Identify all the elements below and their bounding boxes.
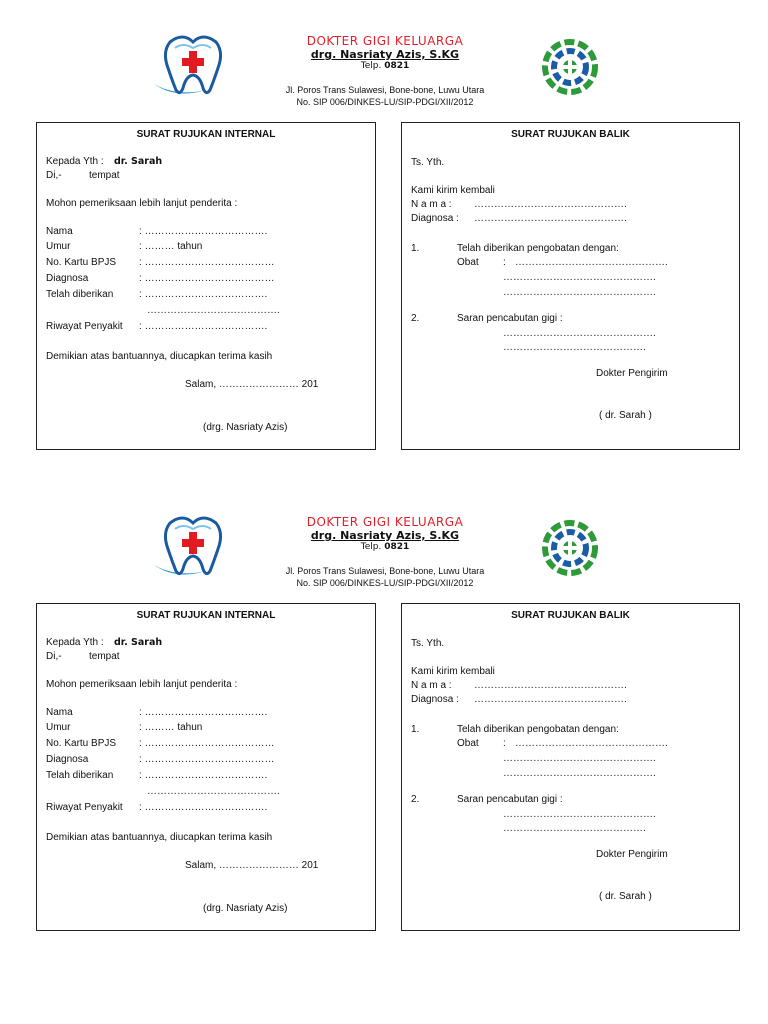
return-referral-title: SURAT RUJUKAN BALIK [511, 610, 630, 621]
saran-dots-1: ………………………………………. [503, 809, 656, 820]
recipient-value: dr. Sarah [114, 637, 163, 648]
nama-dots: ………………………………………. [474, 680, 627, 691]
field-label-nama: Nama [46, 707, 73, 718]
obat-dots-2: ………………………………………. [503, 753, 656, 764]
return-referral-box [401, 122, 740, 450]
field-label-riwayat: Riwayat Penyakit [46, 802, 123, 813]
field-value-diagnosa: : ………………………………… [139, 754, 275, 765]
field-label-diagnosa: Diagnosa [46, 754, 89, 765]
nama-dots: ………………………………………. [474, 199, 627, 210]
request-text: Mohon pemeriksaan lebih lanjut penderita : [46, 679, 238, 690]
item2-text: Saran pencabutan gigi : [457, 313, 563, 324]
field-label-riwayat: Riwayat Penyakit [46, 321, 123, 332]
field-value-riwayat: : ………………………………. [139, 321, 268, 332]
ts-yth: Ts. Yth. [411, 638, 445, 649]
closing-text: Demikian atas bantuannya, diucapkan terima kasih [46, 351, 273, 362]
diagnosa-dots: ………………………………………. [474, 694, 627, 705]
clinic-address: Jl. Poros Trans Sulawesi, Bone-bone, Luwu Utara [285, 566, 485, 576]
saran-dots-2: ……………………………………. [503, 342, 646, 353]
referral-form-copy-1 [0, 0, 768, 480]
field-value-umur: : ……… tahun [139, 241, 203, 252]
item1-number: 1. [411, 243, 420, 254]
return-signature: ( dr. Sarah ) [599, 410, 652, 421]
field-value-bpjs: : ………………………………… [139, 257, 275, 268]
field-label-diberikan: Telah diberikan [46, 770, 114, 781]
doctor-name: drg. Nasriaty Azis, S.KG [310, 529, 460, 542]
item2-text: Saran pencabutan gigi : [457, 794, 563, 805]
saran-dots-2: ……………………………………. [503, 823, 646, 834]
item1-text: Telah diberikan pengobatan dengan: [457, 243, 619, 254]
field-label-umur: Umur [46, 241, 71, 252]
field-value-umur: : ……… tahun [139, 722, 203, 733]
doctor-name: drg. Nasriaty Azis, S.KG [310, 48, 460, 61]
diagnosa-label: Diagnosa : [411, 213, 459, 224]
closing-text: Demikian atas bantuannya, diucapkan terima kasih [46, 832, 273, 843]
salam-text: Salam, …………………… 201 [185, 860, 319, 871]
obat-dots-2: ………………………………………. [503, 272, 656, 283]
phone-value: 0821 [384, 542, 410, 552]
dokter-pengirim: Dokter Pengirim [596, 368, 668, 379]
nama-label: N a m a : [411, 199, 452, 210]
bpjs-emblem-icon [541, 519, 599, 577]
continuation-dots: …………………………………. [147, 305, 280, 316]
diagnosa-dots: ………………………………………. [474, 213, 627, 224]
location-label: Di,- [46, 651, 62, 662]
clinic-name: DOKTER GIGI KELUARGA [306, 515, 464, 529]
field-value-diagnosa: : ………………………………… [139, 273, 275, 284]
nama-label: N a m a : [411, 680, 452, 691]
phone-label: Telp. [360, 542, 382, 552]
sip-number: No. SIP 006/DINKES-LU/SIP-PDGI/XII/2012 [296, 578, 474, 588]
field-value-diberikan: : ………………………………. [139, 770, 268, 781]
phone-value: 0821 [384, 61, 410, 71]
field-label-bpjs: No. Kartu BPJS [46, 738, 117, 749]
referral-form-copy-2 [0, 481, 768, 961]
obat-dots-3: ………………………………………. [503, 768, 656, 779]
item1-number: 1. [411, 724, 420, 735]
sip-number: No. SIP 006/DINKES-LU/SIP-PDGI/XII/2012 [296, 97, 474, 107]
request-text: Mohon pemeriksaan lebih lanjut penderita : [46, 198, 238, 209]
obat-dots-1: ………………………………………. [515, 257, 668, 268]
kirim-text: Kami kirim kembali [411, 666, 495, 677]
field-value-nama: : ………………………………. [139, 707, 268, 718]
dokter-pengirim: Dokter Pengirim [596, 849, 668, 860]
salam-text: Salam, …………………… 201 [185, 379, 319, 390]
field-value-diberikan: : ………………………………. [139, 289, 268, 300]
internal-signature: (drg. Nasriaty Azis) [203, 903, 288, 914]
internal-signature: (drg. Nasriaty Azis) [203, 422, 288, 433]
clinic-name: DOKTER GIGI KELUARGA [306, 34, 464, 48]
internal-referral-box [36, 603, 376, 931]
field-value-bpjs: : ………………………………… [139, 738, 275, 749]
field-label-diagnosa: Diagnosa [46, 273, 89, 284]
recipient-label: Kepada Yth : [46, 637, 104, 648]
internal-referral-title: SURAT RUJUKAN INTERNAL [136, 129, 276, 140]
field-value-riwayat: : ………………………………. [139, 802, 268, 813]
return-signature: ( dr. Sarah ) [599, 891, 652, 902]
field-label-nama: Nama [46, 226, 73, 237]
recipient-label: Kepada Yth : [46, 156, 104, 167]
continuation-dots: …………………………………. [147, 786, 280, 797]
recipient-value: dr. Sarah [114, 156, 163, 167]
field-label-diberikan: Telah diberikan [46, 289, 114, 300]
item2-number: 2. [411, 794, 420, 805]
field-label-bpjs: No. Kartu BPJS [46, 257, 117, 268]
internal-referral-box [36, 122, 376, 450]
item1-text: Telah diberikan pengobatan dengan: [457, 724, 619, 735]
obat-dots-1: ………………………………………. [515, 738, 668, 749]
obat-colon: : [503, 257, 506, 268]
obat-label: Obat [457, 257, 479, 268]
clinic-address: Jl. Poros Trans Sulawesi, Bone-bone, Luwu Utara [285, 85, 485, 95]
field-value-nama: : ………………………………. [139, 226, 268, 237]
phone-line [170, 62, 600, 71]
location-value: tempat [89, 170, 120, 181]
obat-colon: : [503, 738, 506, 749]
kirim-text: Kami kirim kembali [411, 185, 495, 196]
field-label-umur: Umur [46, 722, 71, 733]
location-value: tempat [89, 651, 120, 662]
return-referral-box [401, 603, 740, 931]
obat-dots-3: ………………………………………. [503, 287, 656, 298]
return-referral-title: SURAT RUJUKAN BALIK [511, 129, 630, 140]
internal-referral-title: SURAT RUJUKAN INTERNAL [136, 610, 276, 621]
phone-line [170, 543, 600, 552]
location-label: Di,- [46, 170, 62, 181]
obat-label: Obat [457, 738, 479, 749]
item2-number: 2. [411, 313, 420, 324]
bpjs-emblem-icon [541, 38, 599, 96]
diagnosa-label: Diagnosa : [411, 694, 459, 705]
ts-yth: Ts. Yth. [411, 157, 445, 168]
saran-dots-1: ………………………………………. [503, 328, 656, 339]
phone-label: Telp. [360, 61, 382, 71]
